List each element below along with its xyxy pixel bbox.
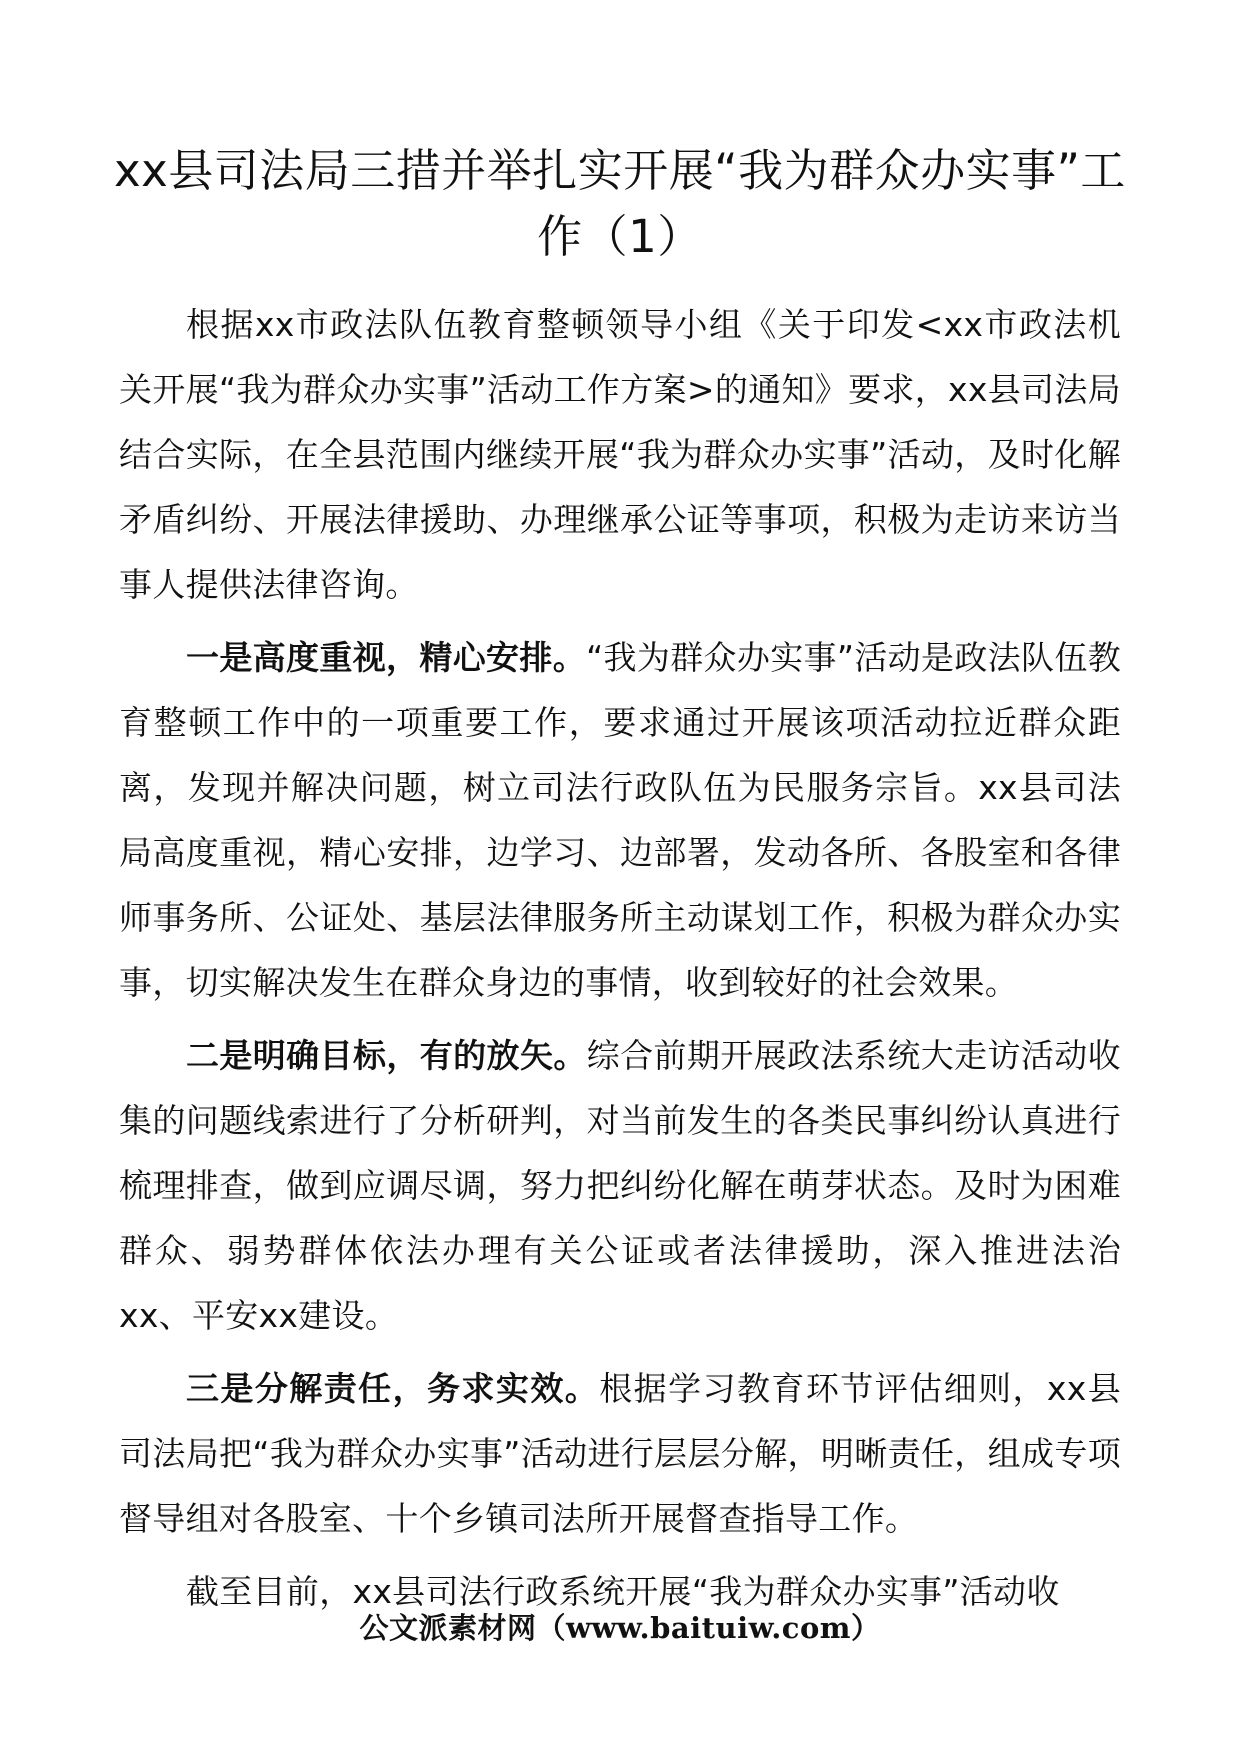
paragraph-text: “我为群众办实事”活动是政法队伍教育整顿工作中的一项重要工作，要求通过开展该项活动拉近群众距离，发现并解决问题，树立司法行政队伍为民服务宗旨。xx县司法局高度重视，精心安排，边学习、边部署，发动各所、各股室和各律师事务所、公证处、基层法律服务所主动谋划工作，积极为群众办实事，切实解决发生在群众身边的事情，收到较好的社会效果。 xyxy=(119,638,1121,1002)
paragraph-point-two xyxy=(119,1023,1121,1348)
paragraph-point-one xyxy=(119,625,1121,1015)
paragraph-text: 截至目前，xx县司法行政系统开展“我为群众办实事”活动收 xyxy=(186,1572,1060,1611)
document-body xyxy=(119,292,1121,1632)
paragraph-intro xyxy=(119,292,1121,617)
paragraph-text: 根据学习教育环节评估细则，xx县司法局把“我为群众办实事”活动进行层层分解，明晰责任，组成专项督导组对各股室、十个乡镇司法所开展督查指导工作。 xyxy=(119,1369,1121,1538)
paragraph-point-three xyxy=(119,1356,1121,1551)
paragraph-text: 综合前期开展政法系统大走访活动收集的问题线索进行了分析研判，对当前发生的各类民事纠纷认真进行梳理排查，做到应调尽调，努力把纠纷化解在萌芽状态。及时为困难群众、弱势群体依法办理有关公证或者法律援助，深入推进法治xx、平安xx建设。 xyxy=(119,1036,1121,1335)
paragraph-lead: 三是分解责任，务求实效。 xyxy=(186,1369,600,1408)
footer-watermark: 公文派素材网（www.baituiw.com） xyxy=(359,1611,881,1645)
paragraph-lead: 二是明确目标，有的放矢。 xyxy=(186,1036,587,1075)
document-title: xx县司法局三措并举扎实开展“我为群众办实事”工作（1） xyxy=(114,144,1126,263)
paragraph-text: 根据xx市政法队伍教育整顿领导小组《关于印发<xx市政法机关开展“我为群众办实事”活动工作方案>的通知》要求，xx县司法局结合实际，在全县范围内继续开展“我为群众办实事”活动，及时化解矛盾纠纷、开展法律援助、办理继承公证等事项，积极为走访来访当事人提供法律咨询。 xyxy=(119,305,1121,604)
paragraph-lead: 一是高度重视，精心安排。 xyxy=(186,638,587,677)
